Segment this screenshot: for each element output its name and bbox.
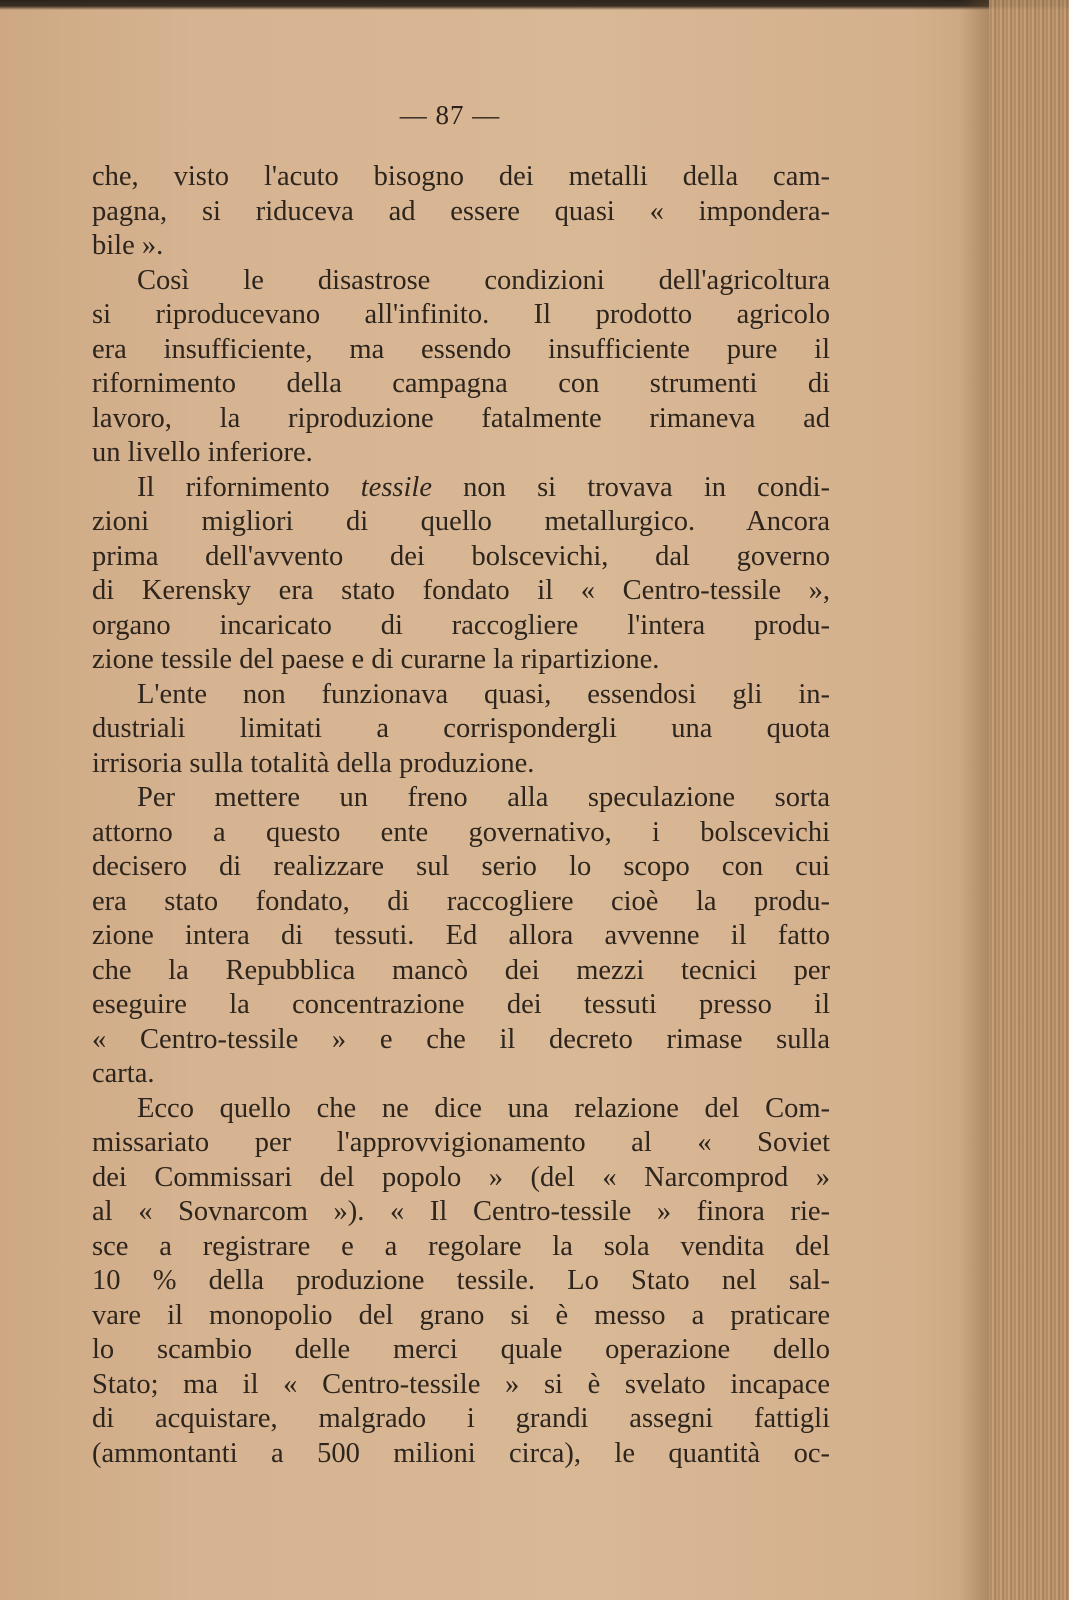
text-line: zione intera di tessuti. Ed allora avvenne il fatto [92,920,830,951]
page-number: — 87 — [399,100,501,130]
text-line: attorno a questo ente governativo, i bolscevichi [92,816,830,848]
text-line: sce a registrare e a regolare la sola vendita del [92,1230,830,1262]
text-line: zioni migliori di quello metallurgico. Ancora [92,506,830,537]
text-line: era stato fondato, di raccogliere cioè la produ- [92,885,830,917]
text-line: era insufficiente, ma essendo insufficiente pure il [92,333,830,365]
text-line: zione tessile del paese e di curarne la ripartizione. [92,644,660,675]
text-line: carta. [92,1058,155,1089]
text-line: vare il monopolio del grano si è messo a praticare [92,1299,830,1331]
text-line: L'ente non funzionava quasi, essendosi gli in- [137,678,830,710]
text-line: irrisoria sulla totalità della produzione. [92,747,535,779]
text-line: che, visto l'acuto bisogno dei metalli della cam- [92,161,830,192]
text-line: che la Repubblica mancò dei mezzi tecnici per [92,954,830,986]
text-line: 10 % della produzione tessile. Lo Stato nel sal- [92,1265,830,1296]
text-line: (ammontanti a 500 milioni circa), le quantità oc- [92,1437,830,1469]
text-line: lavoro, la riproduzione fatalmente rimaneva ad [92,402,830,434]
text-line: Il rifornimento tessile non si trovava in condi- [137,471,830,503]
text-line: di Kerensky era stato fondato il « Centro-tessile », [92,575,830,606]
text-line: al « Sovnarcom »). « Il Centro-tessile » finora rie- [92,1196,830,1227]
text-line: bile ». [92,230,164,261]
text-line: pagna, si riduceva ad essere quasi « impondera- [92,195,830,227]
text-line: rifornimento della campagna con strumenti di [92,368,830,399]
text-line: si riproducevano all'infinito. Il prodotto agricolo [92,299,830,330]
text-line: Stato; ma il « Centro-tessile » si è svelato incapace [92,1368,830,1400]
spine-shadow [959,0,989,1600]
text-line: Per mettere un freno alla speculazione sorta [137,782,830,813]
text-line: organo incaricato di raccogliere l'intera produ- [92,609,830,641]
text-line: di acquistare, malgrado i grandi assegni fattigli [92,1403,830,1434]
body-text [92,160,830,1471]
text-line: missariato per l'approvvigionamento al « Soviet [92,1127,830,1158]
text-line: dei Commissari del popolo » (del « Narcomprod » [92,1161,830,1193]
text-line: Così le disastrose condizioni dell'agricoltura [137,264,830,296]
text-line: prima dell'avvento dei bolscevichi, dal governo [92,540,830,572]
text-line: un livello inferiore. [92,437,313,468]
page-top-edge [0,0,1069,10]
text-line: lo scambio delle merci quale operazione dello [92,1334,830,1365]
text-line: decisero di realizzare sul serio lo scopo con cui [92,851,830,882]
text-line: eseguire la concentrazione dei tessuti presso il [92,989,830,1020]
text-line: « Centro-tessile » e che il decreto rimase sulla [92,1023,830,1055]
text-line: dustriali limitati a corrispondergli una quota [92,713,830,744]
book-spine [989,0,1069,1600]
text-line: Ecco quello che ne dice una relazione del Com- [137,1092,830,1124]
